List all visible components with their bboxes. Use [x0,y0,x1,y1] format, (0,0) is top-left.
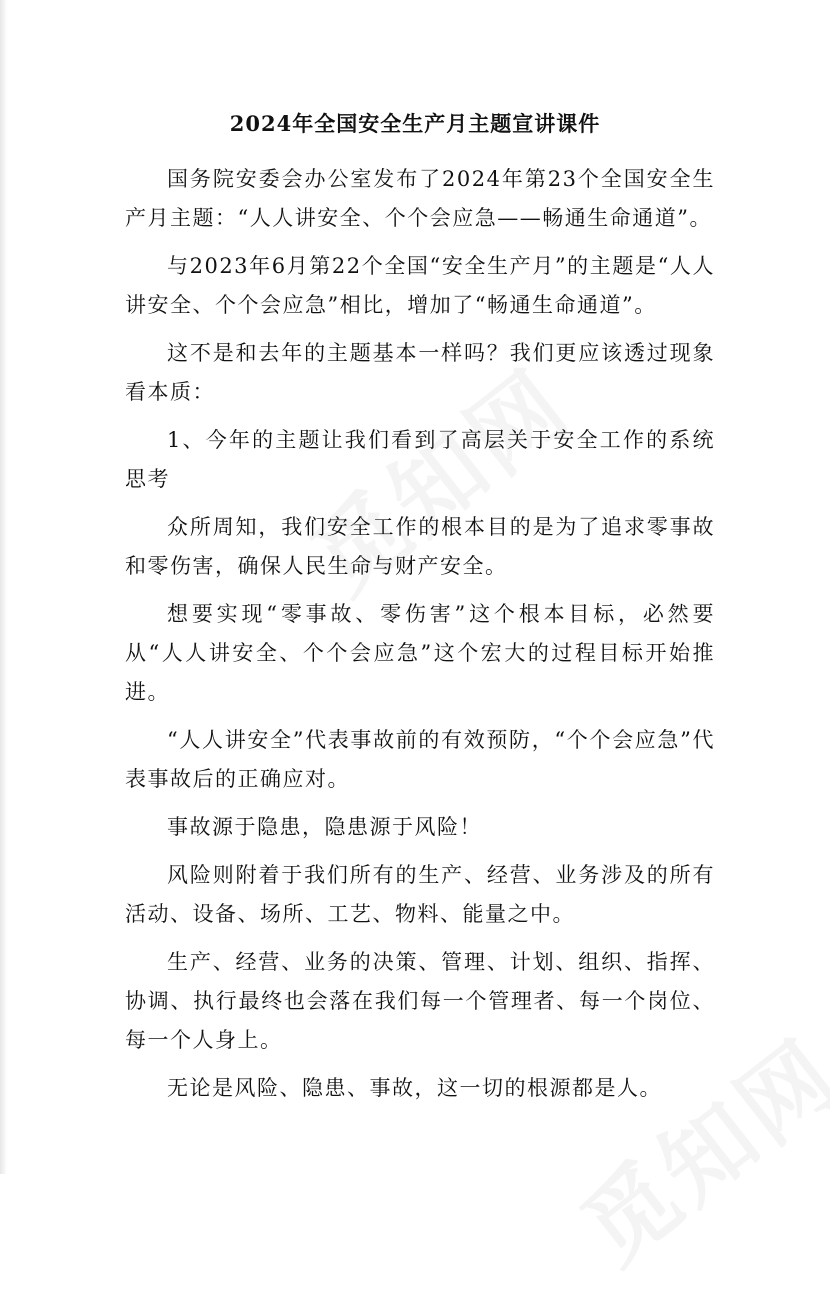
paragraph: 众所周知，我们安全工作的根本目的是为了追求零事故和零伤害，确保人民生命与财产安全。 [125,515,715,578]
paragraph: 无论是风险、隐患、事故，这一切的根源都是人。 [167,1076,662,1100]
paragraph: 国务院安委会办公室发布了2024年第23个全国安全生产月主题：“人人讲安全、个个会应急——畅通生命通道”。 [125,167,715,230]
document-body [125,160,715,1117]
paragraph: 这不是和去年的主题基本一样吗？我们更应该透过现象看本质： [125,341,715,404]
paragraph: 事故源于隐患，隐患源于风险！ [167,815,482,839]
document-title: 2024年全国安全生产月主题宣讲课件 [229,111,601,136]
paragraph: 风险则附着于我们所有的生产、经营、业务涉及的所有活动、设备、场所、工艺、物料、能量之中。 [125,863,715,926]
paragraph: 1、今年的主题让我们看到了高层关于安全工作的系统思考 [125,428,715,491]
paragraph: “人人讲安全”代表事故前的有效预防，“个个会应急”代表事故后的正确应对。 [125,728,715,791]
paragraph: 想要实现“零事故、零伤害”这个根本目标，必然要从“人人讲安全、个个会应急”这个宏大的过程目标开始推进。 [125,602,715,704]
page-edge-shadow [0,0,7,1174]
paragraph: 与2023年6月第22个全国“安全生产月”的主题是“人人讲安全、个个会应急”相比，增加了“畅通生命通道”。 [125,254,715,317]
paragraph: 生产、经营、业务的决策、管理、计划、组织、指挥、协调、执行最终也会落在我们每一个管理者、每一个岗位、每一个人身上。 [125,950,715,1052]
